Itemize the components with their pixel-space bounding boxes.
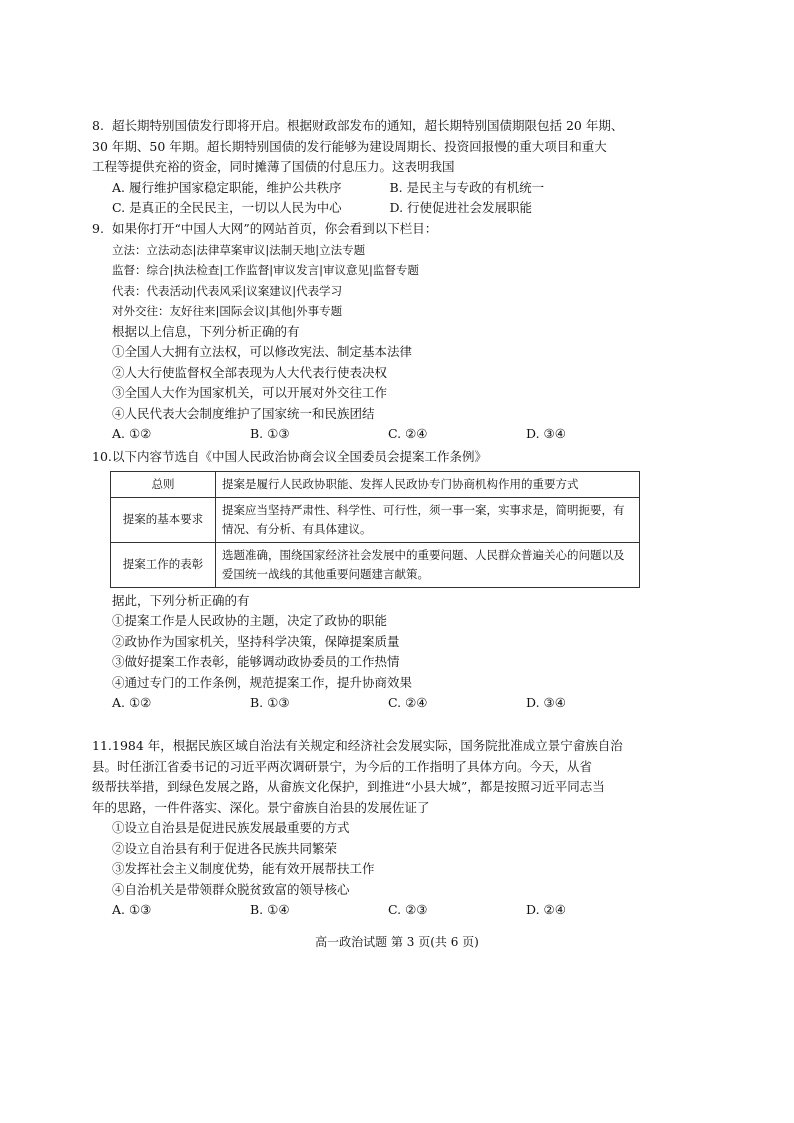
table-row [111,497,640,542]
options-row [112,178,667,199]
question-number: 11. [92,738,112,753]
statement: ④通过专门的工作条例，规范提案工作，提升协商效果 [112,674,413,690]
stem-text: 如果你打开“中国人大网”的网站首页，你会看到以下栏目： [112,221,438,236]
stem-line: 年的思路，一件件落实、深化。景宁畲族自治县的发展佐证了 [92,799,430,815]
options-row [112,424,667,445]
option-d: D. ③④ [526,426,566,441]
stem-line: 工程等提供充裕的资金，同时摊薄了国债的付息压力。这表明我国 [92,159,455,174]
stem-line: 30 年期、50 年期。超长期特别国债的发行能够为建设周期长、投资回报慢的重大项目和重大 [92,138,607,154]
website-column: 代表：代表活动|代表风采|议案建议|代表学习 [112,283,343,298]
statement: ②政协作为国家机关，坚持科学决策，保障提案质量 [112,633,400,649]
option-b: B. ①③ [250,695,290,710]
table-row-body: 提案是履行人民政协职能、发挥人民政协专门协商机构作用的重要方式 [216,471,640,497]
stem-line: 超长期特别国债发行即将开启。根据财政部发布的通知，超长期特别国债期限包括 20 年期、 [112,118,624,133]
website-column: 对外交往：友好往来|国际会议|其他|外事专题 [112,304,343,318]
table-row-body: 提案应当坚持严肃性、科学性、可行性，须一事一案，实事求是，简明扼要，有情况、有分析、有具体建议。 [216,497,640,542]
question-9 [92,219,667,445]
stem-line: 1984 年，根据民族区域自治法有关规定和经济社会发展实际，国务院批准成立景宁畲族自治 [112,738,623,753]
question-number: 8. [92,118,104,133]
question-prompt: 根据以上信息，下列分析正确的有 [112,323,300,339]
statement: ③发挥社会主义制度优势，能有效开展帮扶工作 [112,861,375,876]
page-footer: 高一政治试题 第 3 页(共 6 页) [315,935,479,949]
stem-line: 级帮扶举措，到绿色发展之路，从畲族文化保护，到推进“小县大城”，都是按照习近平同志当 [92,779,605,794]
statement: ①提案工作是人民政协的主题，决定了政协的职能 [112,613,388,628]
statement: ③做好提案工作表彰，能够调动政协委员的工作热情 [112,654,400,669]
table-row-head: 总则 [111,471,216,497]
table-row [111,471,640,497]
proposal-table [110,471,640,588]
question-11 [92,736,667,921]
option-d: D. ②④ [526,902,566,917]
option-a: A. ①③ [112,902,152,917]
question-11-stem [92,736,667,818]
option-a: A. ①② [112,695,152,710]
table-row-body: 选题准确，围绕国家经济社会发展中的重要问题、人民群众普遍关心的问题以及爱国统一战线的其他重要问题建言献策。 [216,542,640,587]
website-column: 监督：综合|执法检查|工作监督|审议发言|审议意见|监督专题 [112,263,419,277]
question-10-stem [92,447,667,468]
options-row [112,198,667,219]
table-row [111,542,640,587]
table-row-head: 提案工作的表彰 [111,542,216,587]
question-number: 9. [92,221,104,236]
option-b: B. ①④ [250,902,290,917]
question-10 [92,447,667,714]
stem-line: 县。时任浙江省委书记的习近平两次调研景宁，为今后的工作指明了具体方向。今天，从省 [92,758,593,774]
statement: ④人民代表大会制度维护了国家统一和民族团结 [112,405,375,421]
statement: ①全国人大拥有立法权，可以修改宪法、制定基本法律 [112,344,413,359]
option-a: A. ①② [112,426,152,441]
question-9-stem [92,219,667,240]
option-c: C. ②④ [388,695,428,710]
statement: ①设立自治县是促进民族发展最重要的方式 [112,820,350,835]
table-row-head: 提案的基本要求 [111,497,216,542]
option-c: C. ②③ [388,902,428,917]
options-row [112,693,667,714]
question-8-stem [92,116,667,178]
question-prompt: 据此，下列分析正确的有 [112,592,250,608]
statement: ④自治机关是带领群众脱贫致富的领导核心 [112,881,350,897]
option-b: B. 是民主与专政的有机统一 [389,179,545,195]
option-c: C. 是真正的全民民主，一切以人民为中心 [112,200,342,215]
website-column: 立法：立法动态|法律草案审议|法制天地|立法专题 [112,242,366,257]
question-number: 10. [92,449,112,464]
statement: ③全国人大作为国家机关，可以开展对外交往工作 [112,385,388,400]
option-b: B. ①③ [250,426,290,441]
option-d: D. 行使促进社会发展职能 [389,200,533,215]
option-c: C. ②④ [388,426,428,441]
statement: ②设立自治县有利于促进各民族共同繁荣 [112,840,338,856]
stem-text: 以下内容节选自《中国人民政治协商会议全国委员会提案工作条例》 [112,449,488,464]
option-d: D. ③④ [526,695,566,710]
options-row [112,900,667,921]
option-a: A. 履行维护国家稳定职能，维护公共秩序 [112,179,342,195]
question-8 [92,116,667,219]
statement: ②人大行使监督权全部表现为人大代表行使表决权 [112,364,388,380]
